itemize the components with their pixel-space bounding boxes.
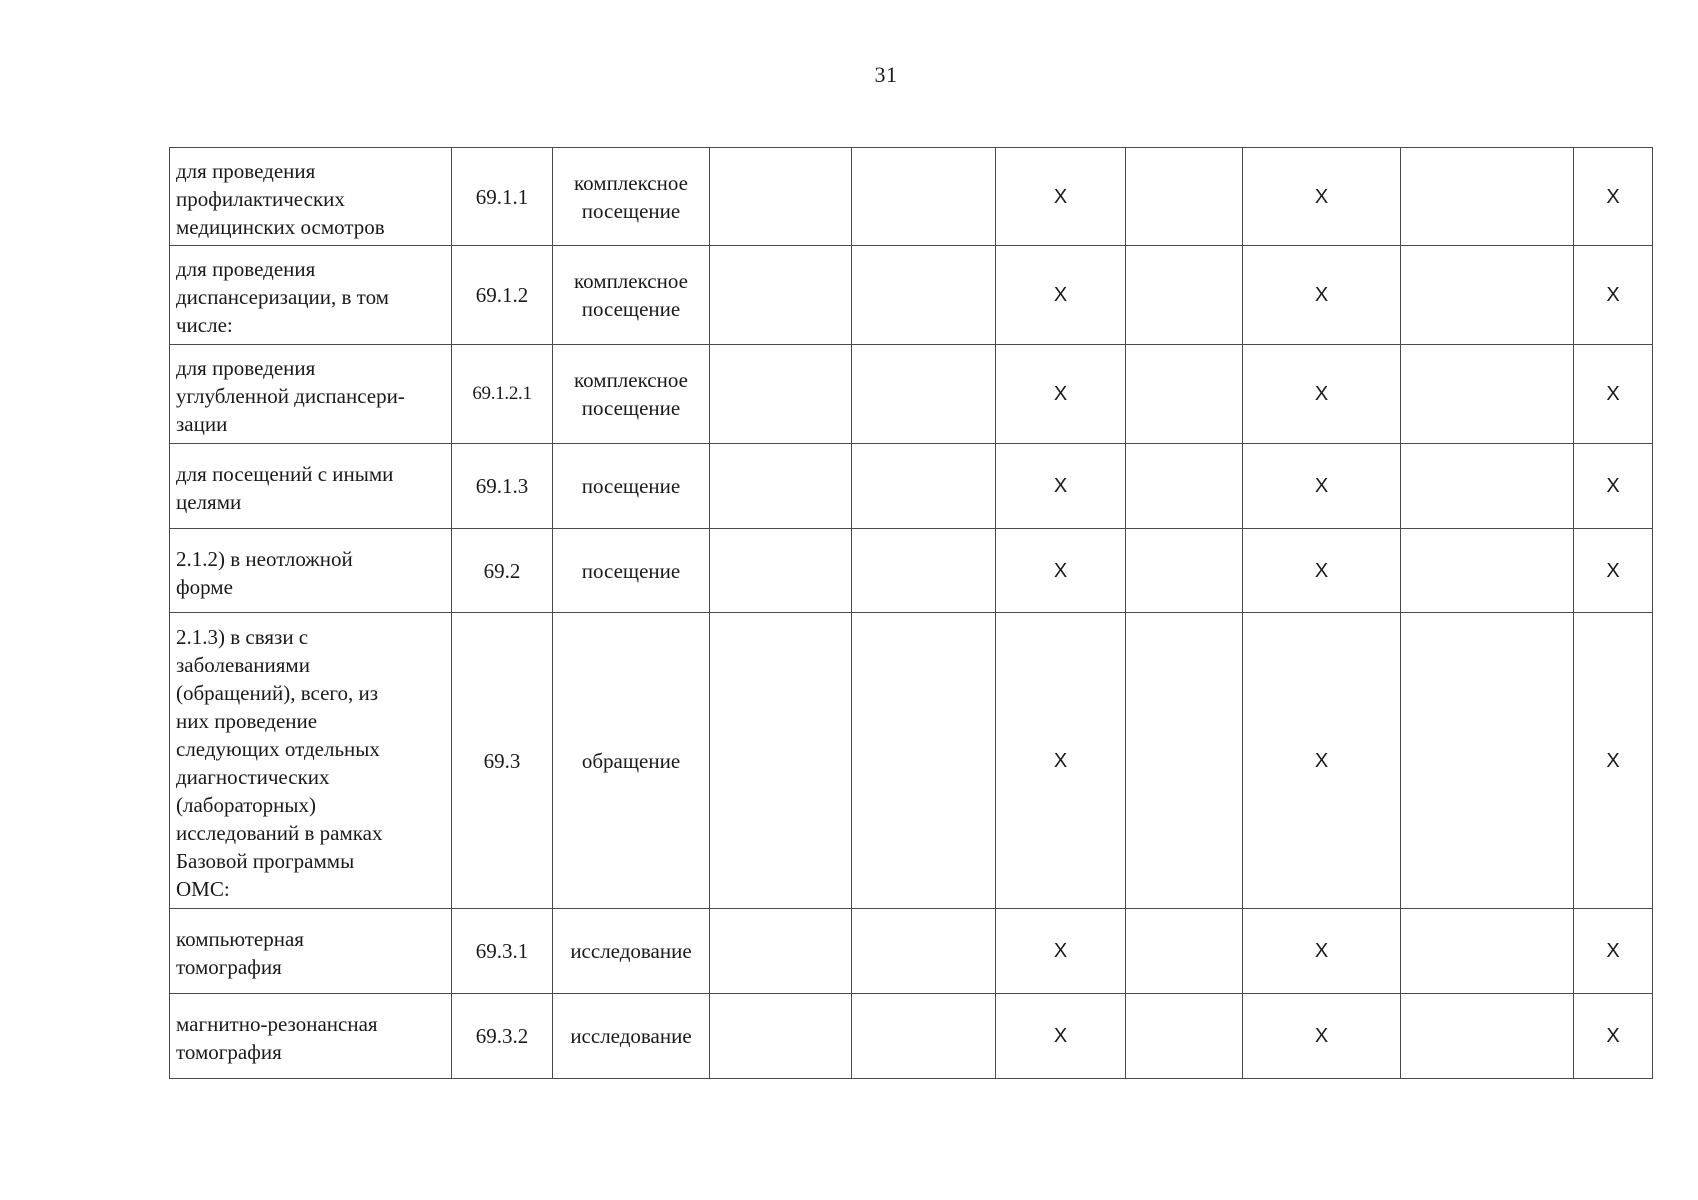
row-name-line: томография [176,1040,282,1064]
row-name-line: медицинских осмотров [176,214,385,239]
row-name-cell [170,148,452,246]
row-name-line: (обращений), всего, из [176,680,379,705]
row-name-line: углубленной диспансери- [176,384,405,408]
x-mark-cell: X [996,994,1126,1079]
empty-cell [1401,444,1574,529]
row-name-line: заболеваниями [176,652,310,677]
table-row [170,444,1653,529]
row-unit-cell [553,345,710,444]
x-mark-cell: X [1243,148,1401,246]
row-name-cell [170,345,452,444]
page-number: 31 [874,62,898,87]
x-mark-cell: X [1574,909,1653,994]
empty-cell [1401,994,1574,1079]
row-unit-line: посещение [581,558,681,583]
empty-cell [1126,345,1243,444]
row-unit-line: посещение [581,198,681,223]
row-name-cell [170,909,452,994]
empty-cell [1126,613,1243,909]
row-name-line: для проведения [176,356,316,380]
row-unit-cell [553,444,710,529]
row-unit-cell [553,994,710,1079]
empty-cell [710,246,852,345]
empty-cell [852,994,996,1079]
table-row [170,613,1653,909]
row-unit-line: комплексное [574,170,688,195]
x-mark-cell: X [1574,529,1653,613]
empty-cell [852,613,996,909]
row-unit-line: посещение [581,297,681,321]
row-name-line: Базовой программы [176,848,355,873]
row-name-line: 2.1.2) в неотложной [176,546,353,571]
row-code-cell: 69.1.2 [452,246,553,345]
empty-cell [1401,148,1574,246]
x-mark-cell: X [1574,246,1653,345]
empty-cell [852,345,996,444]
empty-cell [852,148,996,246]
row-name-cell [170,529,452,613]
empty-cell [1126,246,1243,345]
row-code-cell: 69.1.3 [452,444,553,529]
x-mark-cell: X [1243,444,1401,529]
row-unit-line: комплексное [574,269,688,293]
row-code-cell: 69.2 [452,529,553,613]
row-name-cell [170,246,452,345]
row-name-line: следующих отдельных [176,736,380,761]
x-mark-cell: X [996,345,1126,444]
row-unit-line: исследование [570,1024,692,1048]
row-unit-cell [553,613,710,909]
row-name-line: для проведения [176,158,316,183]
empty-cell [710,444,852,529]
x-mark-cell: X [1243,909,1401,994]
row-unit-cell [553,148,710,246]
row-unit-cell [553,529,710,613]
x-mark-cell: X [996,444,1126,529]
row-name-cell [170,994,452,1079]
empty-cell [1126,529,1243,613]
row-name-cell [170,613,452,909]
table-row [170,148,1653,246]
row-name-line: них проведение [176,708,318,733]
row-code-cell: 69.1.1 [452,148,553,246]
row-code-cell: 69.3 [452,613,553,909]
row-name-line: 2.1.3) в связи с [176,624,309,649]
empty-cell [710,529,852,613]
table-row [170,994,1653,1079]
row-name-line: для посещений с иными [176,462,394,486]
empty-cell [1126,909,1243,994]
row-name-cell [170,444,452,529]
data-table [169,147,1653,1079]
x-mark-cell: X [1574,148,1653,246]
empty-cell [710,613,852,909]
row-unit-line: посещение [581,474,681,498]
x-mark-cell: X [1574,613,1653,909]
row-code-cell: 69.3.1 [452,909,553,994]
empty-cell [852,529,996,613]
row-unit-line: исследование [570,939,692,963]
row-name-line: зации [176,412,228,436]
x-mark-cell: X [1243,345,1401,444]
row-code-cell: 69.1.2.1 [452,345,553,444]
row-name-line: компьютерная [176,927,304,951]
x-mark-cell: X [996,909,1126,994]
empty-cell [1401,909,1574,994]
row-name-line: (лабораторных) [176,792,316,817]
empty-cell [1401,246,1574,345]
table-row [170,246,1653,345]
empty-cell [852,444,996,529]
row-name-line: профилактических [176,186,345,211]
table-row [170,345,1653,444]
x-mark-cell: X [996,148,1126,246]
row-name-line: числе: [176,313,233,337]
row-unit-line: комплексное [574,368,688,392]
row-unit-line: обращение [581,748,681,773]
x-mark-cell: X [996,613,1126,909]
x-mark-cell: X [1243,246,1401,345]
empty-cell [852,909,996,994]
empty-cell [710,909,852,994]
empty-cell [1126,994,1243,1079]
empty-cell [1126,148,1243,246]
x-mark-cell: X [1243,994,1401,1079]
x-mark-cell: X [1243,529,1401,613]
x-mark-cell: X [1243,613,1401,909]
empty-cell [1126,444,1243,529]
row-name-line: диагностических [176,764,330,789]
empty-cell [710,148,852,246]
empty-cell [852,246,996,345]
row-name-line: исследований в рамках [176,820,383,845]
row-name-line: томография [176,955,282,979]
empty-cell [1401,529,1574,613]
x-mark-cell: X [1574,994,1653,1079]
row-unit-cell [553,909,710,994]
x-mark-cell: X [1574,345,1653,444]
row-name-line: диспансеризации, в том [176,285,389,309]
empty-cell [710,994,852,1079]
row-name-line: для проведения [176,257,316,281]
empty-cell [1401,613,1574,909]
row-unit-cell [553,246,710,345]
row-name-line: магнитно-резонансная [176,1012,378,1036]
row-name-line: ОМС: [176,876,230,901]
row-name-line: форме [176,574,233,599]
empty-cell [1401,345,1574,444]
empty-cell [710,345,852,444]
row-name-line: целями [176,490,242,514]
x-mark-cell: X [1574,444,1653,529]
x-mark-cell: X [996,246,1126,345]
row-unit-line: посещение [581,396,681,420]
row-code-cell: 69.3.2 [452,994,553,1079]
table-row [170,909,1653,994]
table-row [170,529,1653,613]
x-mark-cell: X [996,529,1126,613]
